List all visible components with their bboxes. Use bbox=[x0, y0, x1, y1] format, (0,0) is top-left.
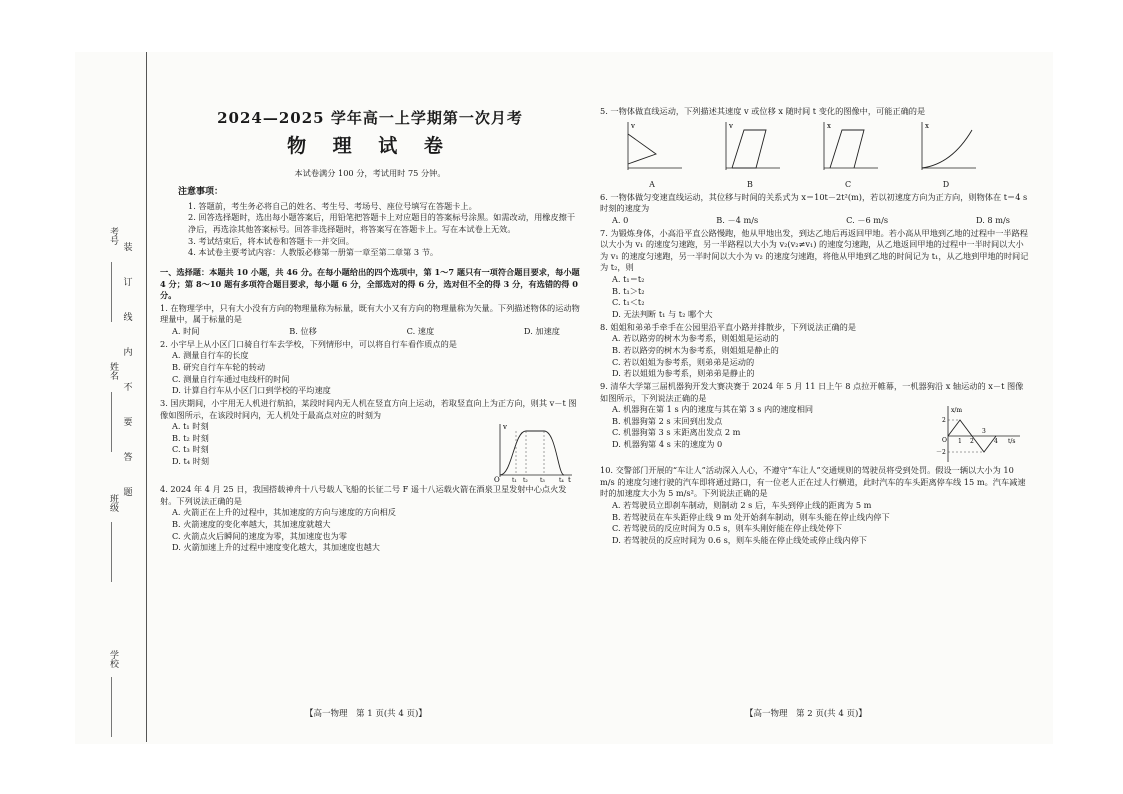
question-1 bbox=[160, 303, 580, 338]
binding-margin bbox=[75, 52, 140, 744]
option: C. 速度 bbox=[406, 326, 435, 337]
option: C. －6 m/s bbox=[846, 214, 889, 225]
tick-label: t₂ bbox=[523, 477, 528, 484]
option: B. 机器狗第 2 s 末回到出发点 bbox=[612, 415, 723, 426]
question-stem: 9. 清华大学第三届机器狗开发大赛决赛于 2024 年 5 月 11 日上午 8 点拉开帷幕，一机器狗沿 x 轴运动的 x－t 图像如图所示，下列说法正确的是 bbox=[600, 380, 1024, 403]
graph-line bbox=[628, 134, 656, 164]
option: C. 机器狗第 3 s 末距离出发点 2 m bbox=[612, 427, 741, 438]
question-stem: 2. 小宇早上从小区门口骑自行车去学校，下列情形中，可以将自行车看作质点的是 bbox=[160, 338, 457, 349]
vt-curve bbox=[500, 431, 564, 475]
origin-label: O bbox=[494, 476, 500, 484]
kaohao-line bbox=[111, 262, 113, 322]
seal-char: 装 bbox=[123, 243, 133, 253]
seal-char: 不 bbox=[123, 383, 133, 393]
option: C. 火箭点火后瞬间的速度为零，其加速度也为零 bbox=[172, 530, 347, 541]
option: A. 若驾驶员立即刹车制动，则制动 2 s 后，车头到停止线的距离为 5 m bbox=[612, 500, 872, 511]
question-8 bbox=[600, 322, 1030, 380]
option: B. 研究自行车车轮的转动 bbox=[172, 362, 266, 372]
xingming-line bbox=[111, 392, 113, 452]
question-5 bbox=[600, 106, 1030, 191]
graph-label: C bbox=[844, 180, 852, 190]
page-footer-left: 【高一物理 第 1 页(共 4 页)】 bbox=[305, 709, 427, 719]
axis-label: v bbox=[729, 121, 733, 130]
right-page bbox=[600, 105, 1030, 547]
xuexiao-line bbox=[111, 677, 113, 737]
option: B. 火箭速度的变化率越大，其加速度就越大 bbox=[172, 519, 331, 530]
question-7 bbox=[600, 228, 1030, 321]
question-9 bbox=[600, 381, 1030, 464]
question-stem: 3. 国庆期间，小宇用无人机进行航拍，某段时间内无人机在竖直方向上运动，若取竖直向上为正方向，则其 v－t 图像如图所示，在该段时间内，无人机处于最高点对应的时刻为 bbox=[160, 397, 577, 420]
tick-label: 2 bbox=[942, 417, 946, 425]
seal-char: 要 bbox=[123, 418, 133, 428]
graph-line bbox=[830, 130, 864, 168]
option: D. 无法判断 t₁ 与 t₂ 哪个大 bbox=[612, 309, 713, 320]
graph-label: A bbox=[649, 180, 655, 190]
axis-label: x/m bbox=[951, 407, 963, 415]
option: B. t₁＞t₂ bbox=[612, 285, 645, 296]
tick-label: 2 bbox=[970, 438, 974, 446]
origin-label: O bbox=[942, 437, 947, 445]
option: B. 位移 bbox=[289, 326, 317, 337]
question-stem: 5. 一物体做直线运动，下列描述其速度 v 或位移 x 随时间 t 变化的图像中，可能正确的是 bbox=[600, 106, 926, 116]
left-page bbox=[160, 60, 580, 554]
axis-label: v bbox=[631, 121, 635, 130]
options-row bbox=[600, 215, 1030, 227]
note-item: 1. 答题前，考生务必将自己的姓名、考生号、考场号、座位号填写在答题卡上。 bbox=[188, 200, 477, 211]
binding-line bbox=[146, 52, 147, 742]
banji-line bbox=[111, 522, 113, 582]
seal-char: 订 bbox=[123, 278, 133, 288]
option: C. 若驾驶员的反应时间为 0.5 s，则车头刚好能在停止线处停下 bbox=[612, 523, 843, 534]
graph-svg bbox=[718, 120, 782, 176]
axis-label: t/s bbox=[1008, 438, 1016, 446]
option: D. 机器狗第 4 s 末的速度为 0 bbox=[612, 439, 723, 450]
option: A. 测量自行车的长度 bbox=[172, 350, 249, 361]
q9-body bbox=[600, 404, 1030, 464]
exam-title: 2024—2025 学年高一上学期第一次月考 bbox=[217, 109, 523, 127]
xuexiao-label: 学校 bbox=[108, 650, 118, 668]
seal-char: 线 bbox=[123, 313, 133, 323]
seal-char: 题 bbox=[123, 488, 133, 498]
exam-subject: 物 理 试 卷 bbox=[287, 135, 453, 158]
section-heading: 一、选择题：本题共 10 小题，共 46 分。在每小题给出的四个选项中，第 1～7 题只有一项符合题目要求，每小题 4 分；第 8～10 题有多项符合题目要求，每小题 6 分，全部选对的得 6 分，选对但不全的得 3 分，有选错的得 0 分。 bbox=[160, 266, 580, 301]
vt-graph bbox=[492, 421, 574, 483]
question-stem: 1. 在物理学中，只有大小没有方向的物理量称为标量，既有大小又有方向的物理量称为矢量。下列描述物体的运动物理量中，属于标量的是 bbox=[160, 302, 580, 325]
notes-heading: 注意事项： bbox=[178, 186, 224, 197]
question-4 bbox=[160, 484, 580, 554]
option: C. 若以姐姐为参考系，则弟弟是运动的 bbox=[612, 356, 755, 367]
page-footer-right: 【高一物理 第 2 页(共 4 页)】 bbox=[745, 709, 867, 719]
option: D. 若以姐姐为参考系，则弟弟是静止的 bbox=[612, 368, 755, 379]
option: D. 计算自行车从小区门口到学校的平均速度 bbox=[172, 385, 331, 396]
axis-label: x bbox=[827, 121, 831, 130]
option: B. －4 m/s bbox=[716, 214, 759, 225]
option: A. 时间 bbox=[172, 326, 200, 337]
graph-d bbox=[914, 120, 978, 191]
question-3 bbox=[160, 398, 580, 483]
q3-options bbox=[160, 421, 209, 483]
question-stem: 4. 2024 年 4 月 25 日，我国搭载神舟十八号载人飞船的长征二号 F 遥十八运载火箭在酒泉卫星发射中心点火发射。下列说法正确的是 bbox=[160, 484, 567, 506]
q5-graphs bbox=[600, 120, 1030, 191]
question-stem: 7. 为锻炼身体，小高沿平直公路慢跑，他从甲地出发，到达乙地后再返回甲地。若小高从甲地到乙地的过程中一半路程以大小为 v₁ 的速度匀速跑，另一半路程以大小为 v₂(v₂≠v₁) 的速度匀速跑，从乙地返回甲地的过程中一半时间以大小为 v₁ 的速度匀速跑，另一半时间以大小为 v₂ 的速度匀速跑，将他从甲地到乙地的时间记为 t₁，从乙地到甲地的时间记为 t₂，则 bbox=[600, 227, 1029, 273]
option: B. t₂ 时刻 bbox=[172, 432, 209, 443]
tick-label: 1 bbox=[958, 438, 962, 446]
q9-options bbox=[600, 404, 813, 464]
option: A. 若以路旁的树木为参考系，则姐姐是运动的 bbox=[612, 333, 779, 344]
graph-c bbox=[816, 120, 880, 191]
graph-a bbox=[620, 120, 684, 191]
graph-line bbox=[922, 130, 972, 168]
question-stem: 8. 姐姐和弟弟手牵手在公园里沿平直小路并排散步，下列说法正确的是 bbox=[600, 321, 857, 332]
graph-line bbox=[732, 130, 766, 168]
question-10 bbox=[600, 465, 1030, 546]
xt-graph bbox=[936, 404, 1022, 464]
note-item: 2. 回答选择题时，选出每小题答案后，用铅笔把答题卡上对应题目的答案标号涂黑。如需改动，用橡皮擦干净后，再选涂其他答案标号。回答非选择题时，将答案写在答题卡上。写在本试卷上无效。 bbox=[188, 212, 576, 234]
option: C. 测量自行车通过电线杆的时间 bbox=[172, 373, 290, 384]
axis-label: v bbox=[503, 423, 507, 432]
graph-label: D bbox=[942, 180, 950, 190]
question-stem: 6. 一物体做匀变速直线运动，其位移与时间的关系式为 x＝10t－2t²(m)，若以初速度方向为正方向，则物体在 t＝4 s 时刻的速度为 bbox=[600, 191, 1028, 214]
question-2 bbox=[160, 339, 580, 397]
question-6 bbox=[600, 192, 1030, 227]
option: D. t₄ 时刻 bbox=[172, 456, 210, 467]
graph-svg bbox=[620, 120, 684, 176]
graph-svg bbox=[914, 120, 978, 176]
graph-label: B bbox=[747, 180, 753, 190]
tick-label: t₄ bbox=[559, 477, 564, 484]
axis-label: t bbox=[568, 476, 571, 484]
banji-label: 班级 bbox=[108, 494, 118, 512]
option: C. t₃ 时刻 bbox=[172, 444, 209, 455]
option: B. 若以路旁的树木为参考系，则姐姐是静止的 bbox=[612, 344, 779, 355]
options-row bbox=[160, 326, 580, 338]
axis-label: x bbox=[925, 121, 929, 130]
option: D. 8 m/s bbox=[975, 214, 1010, 225]
option: A. 0 bbox=[612, 214, 629, 225]
xingming-label: 姓名 bbox=[108, 362, 118, 380]
tick-label: 4 bbox=[994, 438, 998, 446]
option: D. 火箭加速上升的过程中速度变化越大，其加速度也越大 bbox=[172, 542, 380, 553]
option: B. 若驾驶员在车头距停止线 9 m 处开始刹车制动，则车头能在停止线内停下 bbox=[612, 511, 890, 522]
question-stem: 10. 交警部门开展的“车让人”活动深入人心，不遵守“车让人”交通规则的驾驶员将受到处罚。假设一辆以大小为 10 m/s 的速度匀速行驶的汽车即将通过路口，有一位老人正在过人行横道，此时汽车的车头距离停车线 15 m。汽车减速时的加速度大小为 5 m/s²。下列说法正确的是 bbox=[600, 465, 1026, 499]
option: A. t₁ 时刻 bbox=[172, 421, 209, 432]
note-item: 4. 本试卷主要考试内容：人教版必修第一册第一章至第二章第 3 节。 bbox=[188, 247, 439, 258]
tick-label: t₁ bbox=[512, 477, 517, 484]
seal-char: 答 bbox=[123, 453, 133, 463]
tick-label: －2 bbox=[936, 449, 946, 457]
option: A. 机器狗在第 1 s 内的速度与其在第 3 s 内的速度相同 bbox=[612, 404, 814, 415]
seal-char: 内 bbox=[123, 348, 133, 358]
option: D. 若驾驶员的反应时间为 0.6 s，则车头能在停止线处或停止线内停下 bbox=[612, 535, 867, 546]
exam-meta: 本试卷满分 100 分，考试用时 75 分钟。 bbox=[294, 168, 446, 179]
option: A. t₁＝t₂ bbox=[612, 274, 645, 285]
graph-b bbox=[718, 120, 782, 191]
kaohao-label: 考号 bbox=[108, 227, 118, 245]
q3-body bbox=[160, 421, 580, 483]
option: D. 加速度 bbox=[523, 326, 560, 337]
note-item: 3. 考试结束后，将本试卷和答题卡一并交回。 bbox=[188, 235, 354, 246]
tick-label: 3 bbox=[982, 428, 986, 436]
tick-label: t₃ bbox=[540, 477, 545, 484]
graph-svg bbox=[816, 120, 880, 176]
option: C. t₁＜t₂ bbox=[612, 297, 645, 308]
option: A. 火箭正在上升的过程中，其加速度的方向与速度的方向相反 bbox=[172, 507, 396, 518]
